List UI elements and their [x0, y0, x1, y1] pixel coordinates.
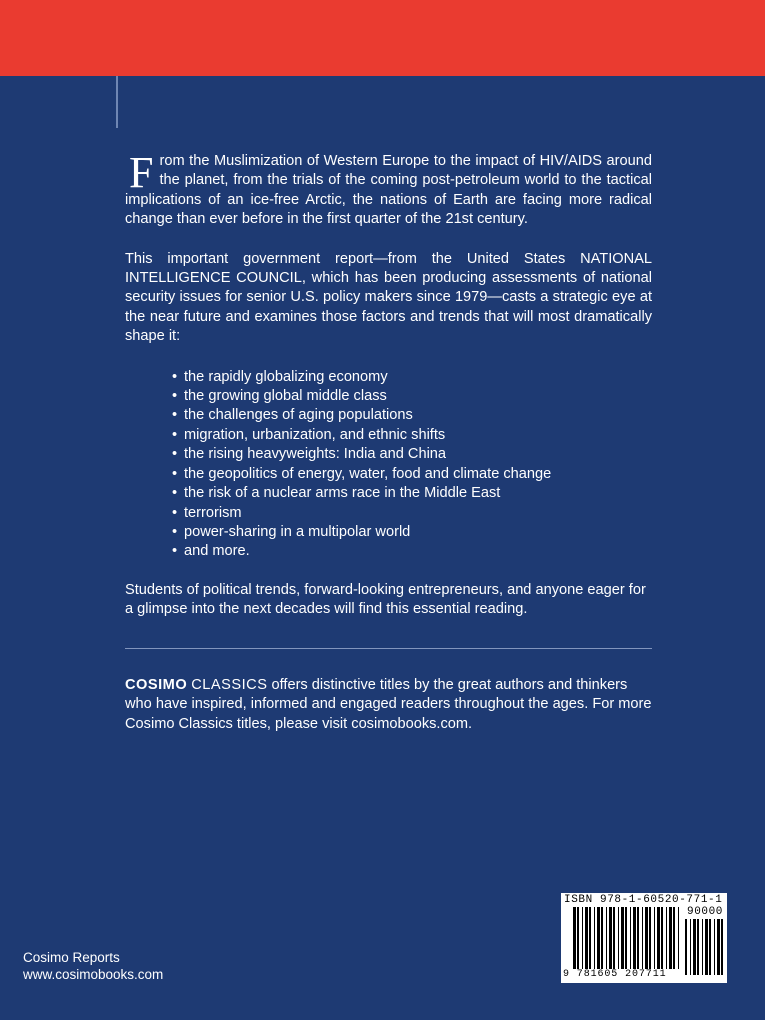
imprint-url: www.cosimobooks.com [23, 967, 164, 982]
list-item: • power-sharing in a multipolar world [172, 523, 652, 542]
bullet-icon: • [172, 407, 178, 424]
list-item: • migration, urbanization, and ethnic shifts [172, 426, 652, 445]
list-item: • the challenges of aging populations [172, 406, 652, 425]
drop-cap: F [129, 148, 154, 197]
trends-list [125, 368, 652, 562]
publisher-series: CLASSICS [191, 677, 268, 693]
list-item: • terrorism [172, 504, 652, 523]
bullet-icon: • [172, 368, 178, 385]
bullet-icon: • [172, 523, 178, 540]
publisher-description: offers distinctive titles by the great authors and thinkers who have inspired, informed and engaged readers throughout the ages. For more Cosimo Classics titles, please visit cosimobooks.com. [125, 677, 652, 732]
bullet-icon: • [172, 543, 178, 560]
bullet-icon: • [172, 504, 178, 521]
publisher-brand: COSIMO [125, 677, 188, 693]
bullet-icon: • [172, 426, 178, 443]
bullet-icon: • [172, 388, 178, 405]
bullet-icon: • [172, 485, 178, 502]
back-cover-copy [125, 148, 652, 620]
closing-paragraph: Students of political trends, forward-looking entrepreneurs, and anyone eager for a glimpse into the next decades will find this essential reading. [125, 581, 646, 618]
bullet-icon: • [172, 446, 178, 463]
list-item: • the growing global middle class [172, 387, 652, 406]
horizontal-rule [125, 648, 652, 649]
cosimo-classics-blurb [125, 676, 652, 734]
list-item: • and more. [172, 542, 652, 561]
price-code: 90000 [687, 906, 724, 918]
bullet-icon: • [172, 465, 178, 482]
top-accent-bar [0, 0, 765, 76]
list-item: • the geopolitics of energy, water, food and climate change [172, 465, 652, 484]
imprint [23, 949, 163, 983]
intro-text: rom the Muslimization of Western Europe to the impact of HIV/AIDS around the planet, from the trials of the coming post-petroleum world to the tactical implications of an ice-free Arctic, the nations of Earth are facing more radical change than ever before in the first quarter of the 21st century. [125, 153, 652, 228]
report-paragraph: This important government report—from the United States NATIONAL INTELLIGENCE COUNCIL, which has been producing assessments of national security issues for senior U.S. policy makers since 1979—casts a strategic eye at the near future and examines those factors and trends that will most dramatically shape it: [125, 250, 652, 345]
isbn-barcode [561, 893, 727, 983]
isbn-number: ISBN 978-1-60520-771-1 [564, 894, 723, 906]
imprint-name: Cosimo Reports [23, 950, 120, 965]
intro-paragraph [125, 148, 652, 230]
list-item: • the rapidly globalizing economy [172, 368, 652, 387]
list-item: • the rising heavyweights: India and China [172, 445, 652, 464]
list-item: • the risk of a nuclear arms race in the Middle East [172, 484, 652, 503]
ean-digits: 9 781605 207711 [563, 969, 667, 980]
vertical-rule [116, 76, 118, 128]
